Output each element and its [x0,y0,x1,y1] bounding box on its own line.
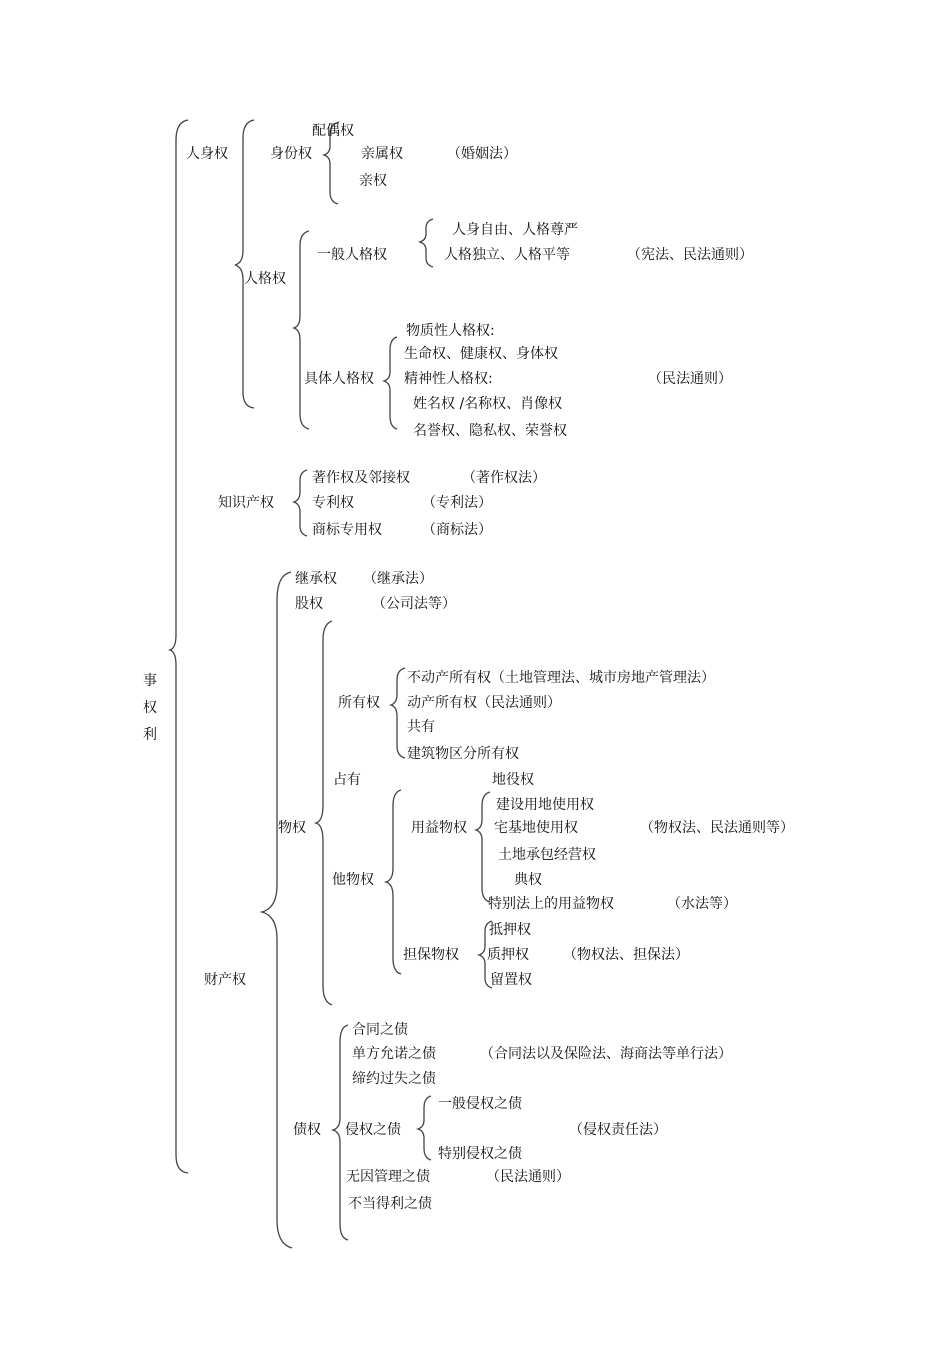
root-char-1: 事 [143,673,157,689]
identity-item: 亲属权 [361,146,403,162]
general-item: 人身自由、人格尊严 [452,222,578,238]
ip-item: 著作权及邻接权 [312,470,410,486]
brace-ownership [391,668,405,758]
identity-item: 亲权 [359,173,387,189]
possession-label: 占有 [333,772,361,788]
specific-line: 姓名权 /名称权、肖像权 [413,396,563,412]
brace-general [420,219,433,267]
ownership-item: 共有 [407,719,435,735]
ip-item: 商标专用权 [312,522,382,538]
debt-item: 无因管理之债 [346,1169,430,1185]
specific-line: 生命权、健康权、身体权 [404,346,558,362]
security-label: 担保物权 [403,947,459,963]
specific-line: 名誉权、隐私权、荣誉权 [413,423,567,439]
brace-personality [294,231,309,429]
usufruct-law: （物权法、民法通则等） [640,820,794,836]
ip-law: （著作权法） [462,470,546,486]
tort-law: （侵权责任法） [569,1122,667,1138]
brace-property [262,572,292,1248]
ip-law: （专利法） [422,495,492,511]
general-item: 人格独立、人格平等 [444,247,570,263]
ownership-label: 所有权 [338,695,380,711]
personality-rights-label: 人格权 [244,271,286,287]
specific-law: （民法通则） [648,371,732,387]
tort-label: 侵权之债 [345,1122,401,1138]
debt-item: 单方允诺之债 [352,1046,436,1062]
general-law: （宪法、民法通则） [627,247,753,263]
ip-label: 知识产权 [218,495,274,511]
debt-item: 缔约过失之债 [352,1071,436,1087]
identity-rights-label: 身份权 [270,146,312,162]
debt-item: 不当得利之债 [348,1196,432,1212]
root-char-2: 权 [143,700,157,716]
ownership-item: 建筑物区分所有权 [407,746,519,762]
usufruct-item: 建设用地使用权 [496,797,594,813]
ip-item: 专利权 [312,495,354,511]
equity-label: 股权 [295,596,323,612]
root-label [143,668,157,749]
inheritance-law: （继承法） [363,571,433,587]
debt-item: 合同之债 [352,1022,408,1038]
brace-tort [418,1096,431,1160]
specific-line: 精神性人格权: [404,371,493,387]
personal-rights-label: 人身权 [186,146,228,162]
brace-usufruct [476,792,490,902]
brace-other [386,790,401,974]
real-rights-label: 物权 [278,820,306,836]
tort-item: 一般侵权之债 [438,1096,522,1112]
brace-real [316,621,332,1005]
ip-law: （商标法） [422,522,492,538]
usufruct-item: 土地承包经营权 [498,847,596,863]
equity-law: （公司法等） [372,596,456,612]
brace-root [170,120,188,1173]
security-item: 质押权 [487,947,529,963]
property-label: 财产权 [204,972,246,988]
other-real-rights-label: 他物权 [332,872,374,888]
identity-law: （婚姻法） [447,146,517,162]
debt-law: （合同法以及保险法、海商法等单行法） [480,1046,732,1062]
usufruct-item: 典权 [514,872,542,888]
ownership-item: 动产所有权（民法通则） [407,695,561,711]
general-personality-label: 一般人格权 [317,247,387,263]
debt-label: 债权 [293,1122,321,1138]
tort-item: 特别侵权之债 [438,1146,522,1162]
specific-line: 物质性人格权: [406,323,495,339]
usufruct-item: 地役权 [492,772,534,788]
brace-ip [294,470,307,536]
usufruct-law-special: （水法等） [667,896,737,912]
security-item: 抵押权 [489,922,531,938]
debt-law: （民法通则） [486,1169,570,1185]
usufruct-item: 特别法上的用益物权 [488,896,614,912]
brace-specific [384,337,397,429]
ownership-item: 不动产所有权（土地管理法、城市房地产管理法） [407,670,715,686]
brace-personal [235,120,254,408]
usufruct-label: 用益物权 [411,820,467,836]
inheritance-label: 继承权 [295,571,337,587]
specific-personality-label: 具体人格权 [304,371,374,387]
security-law: （物权法、担保法） [563,947,689,963]
security-item: 留置权 [490,972,532,988]
identity-item: 配偶权 [312,123,354,139]
usufruct-item: 宅基地使用权 [494,820,578,836]
root-char-3: 利 [143,727,157,743]
